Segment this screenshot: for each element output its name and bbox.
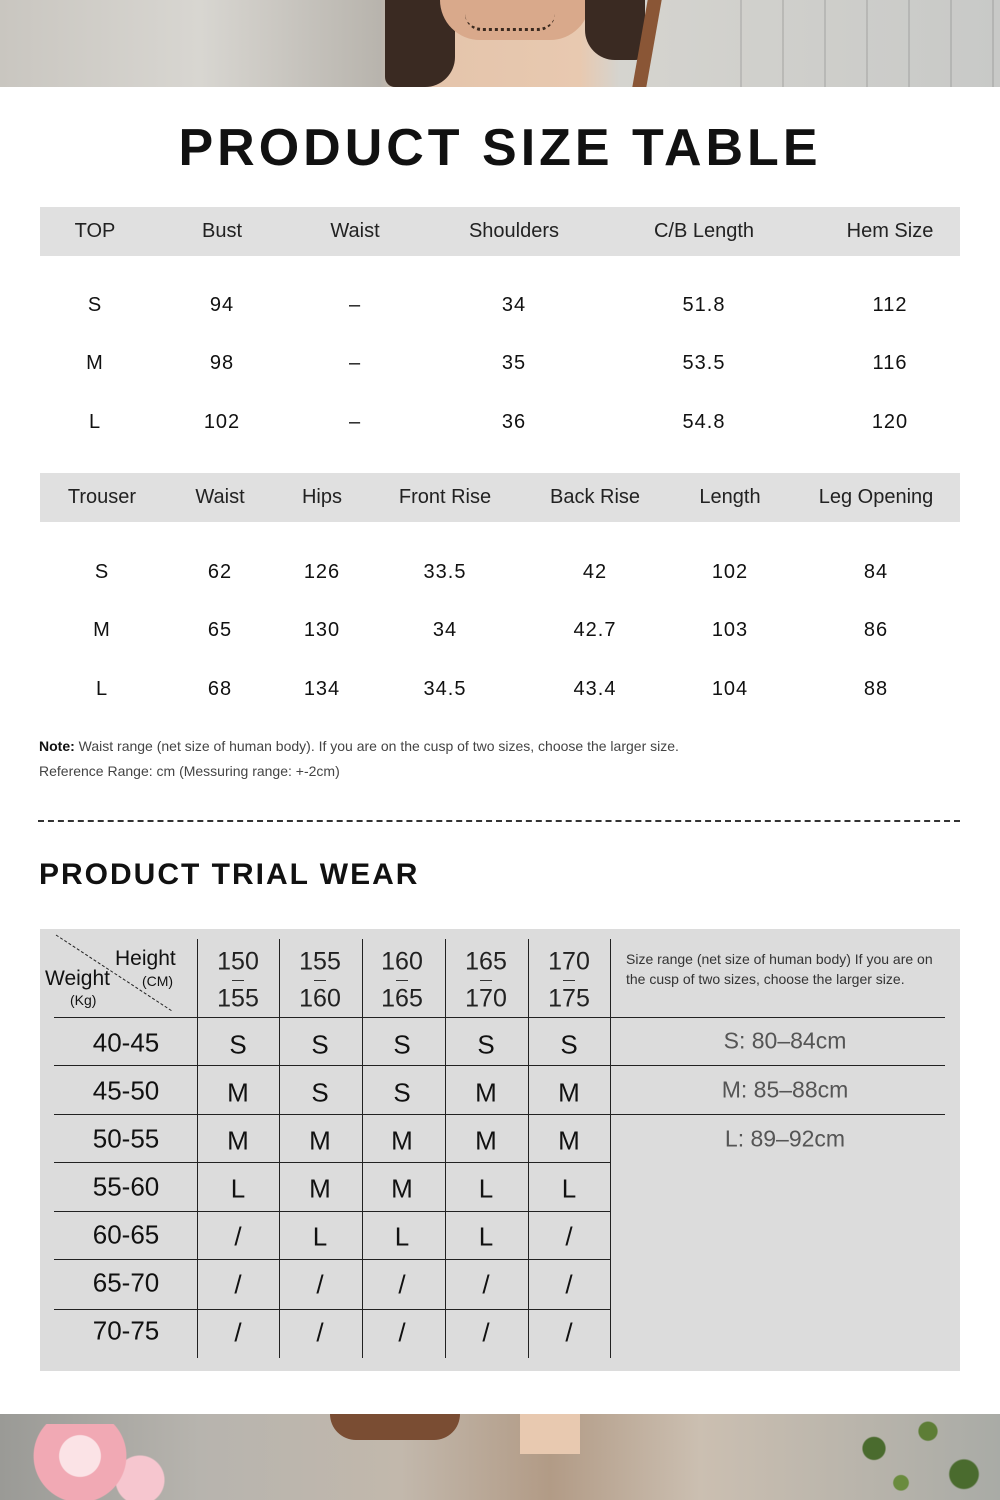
top-photo — [0, 0, 1000, 87]
top-table-cell: 98 — [209, 352, 235, 374]
size-recommendation: S — [560, 1029, 578, 1060]
trial-side-note: Size range (net size of human body) If you are on the cusp of two sizes, choose the larger size. — [626, 951, 933, 987]
note-text: Waist range (net size of human body). If you are on the cusp of two sizes, choose the larger size. — [74, 738, 679, 754]
grid-vline — [445, 939, 446, 1358]
bottom-photo — [0, 1414, 1000, 1500]
trouser-header-cell: Back Rise — [549, 486, 641, 508]
trouser-table-cell: M — [93, 619, 111, 641]
reference-range: Reference Range: cm (Messuring range: +-2cm) — [39, 763, 340, 779]
size-recommendation: / — [482, 1317, 490, 1348]
top-header-cell: C/B Length — [653, 220, 755, 242]
size-recommendation: / — [398, 1317, 406, 1348]
top-table-cell: 112 — [872, 294, 908, 316]
size-recommendation: / — [398, 1269, 406, 1300]
size-recommendation: M — [558, 1077, 580, 1108]
trial-title: PRODUCT TRIAL WEAR — [39, 858, 420, 891]
height-range-to: 170 — [465, 984, 507, 1013]
size-recommendation: L — [230, 1173, 246, 1204]
size-recommendation: S — [229, 1029, 247, 1060]
top-table-cell: 102 — [203, 411, 241, 433]
grid-vline — [362, 939, 363, 1358]
size-recommendation: M — [309, 1173, 331, 1204]
size-recommendation: / — [565, 1317, 573, 1348]
trouser-table-cell: 84 — [863, 561, 889, 583]
top-table-cell: 51.8 — [682, 294, 726, 316]
divider — [38, 820, 960, 822]
grid-hline — [54, 1114, 945, 1115]
trouser-table-cell: 42.7 — [573, 619, 617, 641]
top-table-cell: – — [348, 352, 362, 374]
top-table-cell: 34 — [501, 294, 527, 316]
size-recommendation: L — [561, 1173, 577, 1204]
trouser-table-cell: 126 — [303, 561, 341, 583]
top-header-cell: Bust — [201, 220, 243, 242]
top-table-cell: 35 — [501, 352, 527, 374]
size-recommendation: S — [311, 1029, 329, 1060]
size-recommendation: M — [391, 1125, 413, 1156]
size-recommendation: M — [475, 1077, 497, 1108]
top-table-cell: 116 — [872, 352, 908, 374]
weight-range: 65-70 — [92, 1267, 160, 1298]
trouser-table-cell: 104 — [711, 678, 749, 700]
grid-hline — [54, 1259, 610, 1260]
trouser-table-cell: S — [94, 561, 110, 583]
height-label: Height — [115, 947, 176, 970]
trouser-table-cell: 33.5 — [423, 561, 467, 583]
top-table-cell: 94 — [209, 294, 235, 316]
page-title: PRODUCT SIZE TABLE — [178, 119, 822, 177]
grid-hline — [54, 1162, 610, 1163]
height-range-to: 165 — [381, 984, 423, 1013]
size-recommendation: S — [393, 1077, 411, 1108]
trouser-table-cell: 86 — [863, 619, 889, 641]
trouser-table-cell: 68 — [207, 678, 233, 700]
size-recommendation: / — [234, 1269, 242, 1300]
grid-vline — [528, 939, 529, 1358]
size-range-label: M: 85–88cm — [721, 1076, 849, 1103]
weight-range: 40-45 — [92, 1027, 160, 1058]
grid-vline — [197, 939, 198, 1358]
height-range-to: 160 — [299, 984, 341, 1013]
trial-wear-table — [40, 929, 960, 1371]
size-range-label: S: 80–84cm — [723, 1027, 847, 1054]
weight-range: 50-55 — [92, 1123, 160, 1154]
height-range-from: 150 — [217, 947, 259, 976]
grid-hline — [54, 1211, 610, 1212]
size-recommendation: M — [475, 1125, 497, 1156]
size-recommendation: L — [394, 1221, 410, 1252]
size-recommendation: M — [309, 1125, 331, 1156]
trouser-table-cell: 88 — [863, 678, 889, 700]
trouser-table-cell: 102 — [711, 561, 749, 583]
weight-range: 70-75 — [92, 1315, 160, 1346]
size-recommendation: M — [391, 1173, 413, 1204]
top-header-cell: Hem Size — [846, 220, 934, 242]
size-recommendation: S — [311, 1077, 329, 1108]
size-note — [39, 738, 679, 754]
top-table-cell: L — [88, 411, 102, 433]
grid-hline — [54, 1065, 945, 1066]
size-recommendation: M — [227, 1077, 249, 1108]
height-range-from: 170 — [548, 947, 590, 976]
trouser-header-cell: Trouser — [67, 486, 137, 508]
top-table-cell: – — [348, 411, 362, 433]
size-recommendation: M — [558, 1125, 580, 1156]
size-recommendation: / — [565, 1221, 573, 1252]
trouser-table-cell: 34.5 — [423, 678, 467, 700]
top-header-cell: Waist — [330, 220, 380, 242]
grid-vline — [610, 939, 611, 1358]
trouser-table-cell: 43.4 — [573, 678, 617, 700]
height-range-from: 155 — [299, 947, 341, 976]
weight-label: Weight — [45, 967, 110, 990]
height-range-to: 175 — [548, 984, 590, 1013]
trouser-table-cell: 42 — [582, 561, 608, 583]
top-header-cell: Shoulders — [468, 220, 560, 242]
size-recommendation: L — [478, 1221, 494, 1252]
trouser-table-cell: 134 — [303, 678, 341, 700]
trouser-header-cell: Hips — [301, 486, 343, 508]
top-table-cell: S — [87, 294, 103, 316]
top-table-cell: M — [86, 352, 104, 374]
top-table-cell: – — [348, 294, 362, 316]
size-recommendation: / — [482, 1269, 490, 1300]
trouser-header-cell: Front Rise — [398, 486, 492, 508]
size-recommendation: / — [565, 1269, 573, 1300]
height-unit: (CM) — [142, 973, 174, 989]
size-recommendation: / — [234, 1221, 242, 1252]
size-recommendation: S — [393, 1029, 411, 1060]
top-table-cell: 36 — [501, 411, 527, 433]
size-range-label: L: 89–92cm — [724, 1125, 846, 1152]
weight-range: 45-50 — [92, 1075, 160, 1106]
grid-hline — [54, 1309, 610, 1310]
size-recommendation: L — [478, 1173, 494, 1204]
height-range-to: 155 — [217, 984, 259, 1013]
trouser-table-cell: 103 — [711, 619, 749, 641]
weight-unit: (Kg) — [70, 992, 97, 1008]
trouser-header-cell: Leg Opening — [818, 486, 934, 508]
trouser-table-cell: 65 — [207, 619, 233, 641]
top-table-cell: 54.8 — [682, 411, 726, 433]
top-table-cell: 53.5 — [682, 352, 726, 374]
height-range-from: 160 — [381, 947, 423, 976]
size-recommendation: / — [316, 1317, 324, 1348]
trouser-header-cell: Length — [699, 486, 761, 508]
size-recommendation: / — [234, 1317, 242, 1348]
top-table-cell: 120 — [871, 411, 909, 433]
size-recommendation: S — [477, 1029, 495, 1060]
weight-range: 55-60 — [92, 1171, 160, 1202]
size-recommendation: / — [316, 1269, 324, 1300]
trouser-table-cell: 62 — [207, 561, 233, 583]
size-recommendation: M — [227, 1125, 249, 1156]
note-label: Note: — [39, 738, 75, 754]
trouser-table-cell: 130 — [303, 619, 341, 641]
grid-vline — [279, 939, 280, 1358]
trouser-table-cell: 34 — [432, 619, 458, 641]
weight-range: 60-65 — [92, 1219, 160, 1250]
top-header-cell: TOP — [74, 220, 116, 242]
size-recommendation: L — [312, 1221, 328, 1252]
height-range-from: 165 — [465, 947, 507, 976]
trouser-table-cell: L — [95, 678, 109, 700]
trouser-header-cell: Waist — [195, 486, 245, 508]
